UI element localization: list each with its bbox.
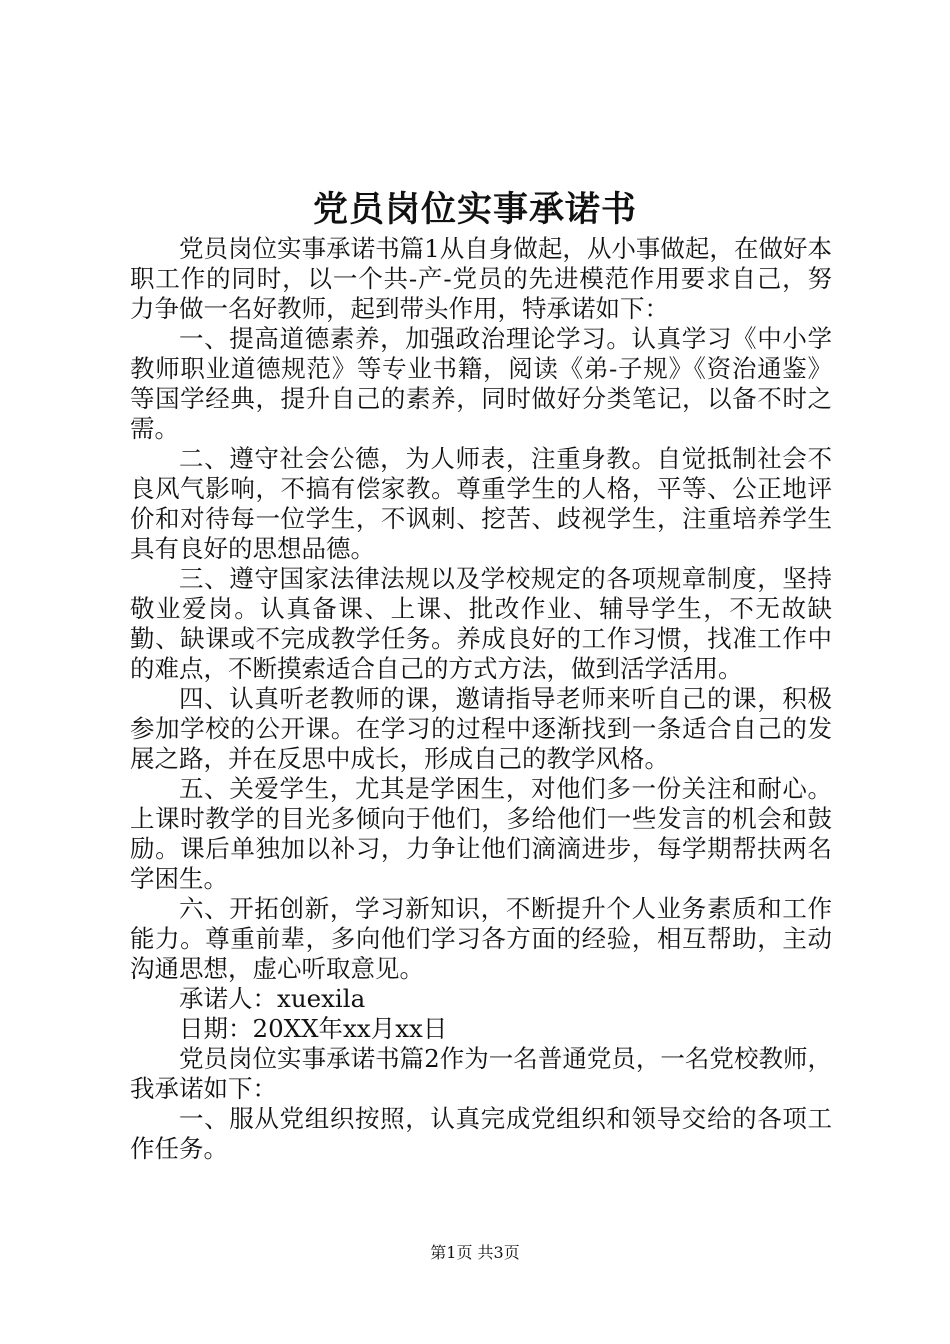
paragraph-item-6: 六、开拓创新，学习新知识，不断提升个人业务素质和工作能力。尊重前辈，多向他们学习各方面的经验，相互帮助，主动沟通思想，虚心听取意见。 xyxy=(130,894,832,983)
paragraph-item-2: 二、遵守社会公德，为人师表，注重身教。自觉抵制社会不良风气影响，不搞有偿家教。尊重学生的人格，平等、公正地评价和对待每一位学生，不讽刺、挖苦、歧视学生，注重培养学生具有良好的思想品德。 xyxy=(130,444,832,563)
document-body xyxy=(130,234,832,1164)
paragraph-part-2-intro: 党员岗位实事承诺书篇2作为一名普通党员，一名党校教师，我承诺如下： xyxy=(130,1044,832,1103)
document-title: 党员岗位实事承诺书 xyxy=(312,189,637,230)
paragraph-item-3: 三、遵守国家法律法规以及学校规定的各项规章制度，坚持敬业爱岗。认真备课、上课、批改作业、辅导学生，不无故缺勤、缺课或不完成教学任务。养成良好的工作习惯，找准工作中的难点，不断摸索适合自己的方式方法，做到活学活用。 xyxy=(130,564,832,683)
paragraph-item-5: 五、关爱学生，尤其是学困生，对他们多一份关注和耐心。上课时教学的目光多倾向于他们，多给他们一些发言的机会和鼓励。课后单独加以补习，力争让他们滴滴进步，每学期帮扶两名学困生。 xyxy=(130,774,832,893)
page-number-footer: 第1页 共3页 xyxy=(430,1243,520,1262)
paragraph-part-2-item-1: 一、服从党组织按照，认真完成党组织和领导交给的各项工作任务。 xyxy=(130,1104,832,1163)
paragraph-intro: 党员岗位实事承诺书篇1从自身做起，从小事做起，在做好本职工作的同时，以一个共-产-党员的先进模范作用要求自己，努力争做一名好教师，起到带头作用，特承诺如下： xyxy=(130,234,832,323)
date-line: 日期：20XX年xx月xx日 xyxy=(179,1014,448,1043)
signatory-line: 承诺人：xuexila xyxy=(179,984,366,1013)
paragraph-item-4: 四、认真听老教师的课，邀请指导老师来听自己的课，积极参加学校的公开课。在学习的过程中逐渐找到一条适合自己的发展之路，并在反思中成长，形成自己的教学风格。 xyxy=(130,684,832,773)
paragraph-item-1: 一、提高道德素养，加强政治理论学习。认真学习《中小学教师职业道德规范》等专业书籍，阅读《弟-子规》《资治通鉴》等国学经典，提升自己的素养，同时做好分类笔记，以备不时之需。 xyxy=(130,324,832,443)
